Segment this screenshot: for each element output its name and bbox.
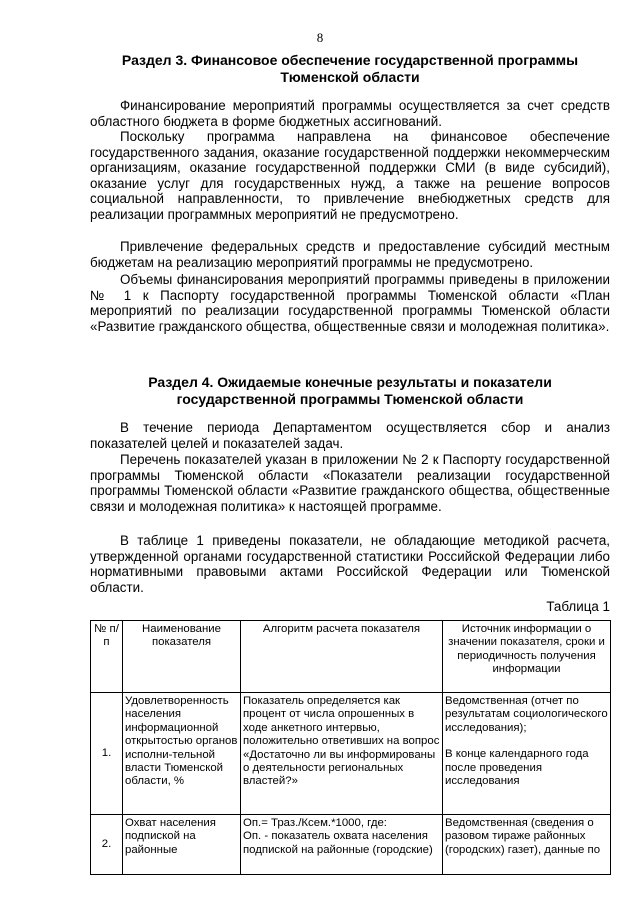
section-3-paragraph-2: Поскольку программа направлена на финансовое обеспечение государственного задания, оказание государственной поддержки некоммерческим организациям, оказание государственной поддержки СМИ (в виде субсидий), оказание услуг для государственных нужд, а также на решение вопросов социальной направленности, то привлечение внебюджетных средств для реализации программных мероприятий не предусмотрено.: [90, 129, 610, 222]
section-3-paragraph-4: Объемы финансирования мероприятий программы приведены в приложении № 1 к Паспорту государственной программы Тюменской области «План мероприятий по реализации государственной программы Тюменской области «Развитие гражданского общества, общественные связи и молодежная политика».: [90, 272, 610, 334]
section-3-heading-line-2: Тюменской области: [280, 69, 420, 85]
row-2-source: Ведомственная (сведения о разовом тираже районных (городских) газет), данные по: [443, 815, 611, 875]
table-row: [91, 815, 611, 875]
section-4-heading-line-2: государственной программы Тюменской области: [176, 391, 524, 407]
section-3-heading: [90, 52, 610, 86]
section-3-paragraph-3: Привлечение федеральных средств и предоставление субсидий местным бюджетам на реализацию мероприятий программы не предусмотрено.: [90, 239, 610, 270]
row-1-name: Удовлетворенность населения информационной открытостью органов исполни-тельной власти Тюменской области, %: [123, 693, 241, 815]
header-algorithm: Алгоритм расчета показателя: [241, 621, 443, 693]
section-4-paragraph-2: Перечень показателей указан в приложении № 2 к Паспорту государственной программы Тюменской области «Показатели реализации государственной программы Тюменской области «Развитие гражданского общества, общественные связи и молодежная политика» к настоящей программе.: [90, 452, 610, 514]
page-bottom-margin: [0, 875, 640, 905]
section-4-heading: [90, 374, 610, 408]
section-4-heading-line-1: Раздел 4. Ожидаемые конечные результаты и показатели: [148, 374, 552, 390]
row-2-num: 2.: [91, 815, 123, 875]
indicators-table: [90, 620, 611, 875]
row-1-source: [443, 693, 611, 815]
section-3-heading-line-1: Раздел 3. Финансовое обеспечение государственной программы: [121, 52, 579, 68]
row-2-formula: Оп.= Траз./Ксем.*1000, где:: [243, 817, 387, 829]
row-1-algorithm: Показатель определяется как процент от числа опрошенных в ходе анкетного интервью, положительно ответивших на вопрос «Достаточно ли вы информированы о деятельности региональных властей?»: [241, 693, 443, 815]
header-num: № п/п: [91, 621, 123, 693]
row-2-formula-definition: Оп. - показатель охвата населения подпиской на районные (городские): [243, 830, 433, 856]
section-3-paragraph-1: Финансирование мероприятий программы осуществляется за счет средств областного бюджета в форме бюджетных ассигнований.: [90, 98, 610, 129]
row-1-num: 1.: [91, 693, 123, 815]
section-4-paragraph-3: В таблице 1 приведены показатели, не обладающие методикой расчета, утвержденной органами государственной статистики Российской Федерации либо нормативными правовыми актами Российской Федерации или Тюменской области.: [90, 533, 610, 595]
row-2-algorithm: [241, 815, 443, 875]
table-caption: Таблица 1: [546, 599, 610, 614]
row-2-name: Охват населения подпиской на районные: [123, 815, 241, 875]
table-row: [91, 693, 611, 815]
section-4-paragraph-1: В течение периода Департаментом осуществляется сбор и анализ показателей целей и показателей задач.: [90, 420, 610, 451]
header-indicator-name: Наименование показателя: [123, 621, 241, 693]
row-1-source-type: Ведомственная (отчет по результатам социологического исследования);: [445, 695, 608, 734]
header-source: Источник информации о значении показателя, сроки и периодичность получения информации: [443, 621, 611, 693]
table-header-row: [91, 621, 611, 693]
page-number: 8: [316, 30, 324, 45]
row-1-source-timing: В конце календарного года после проведения исследования: [445, 748, 589, 788]
